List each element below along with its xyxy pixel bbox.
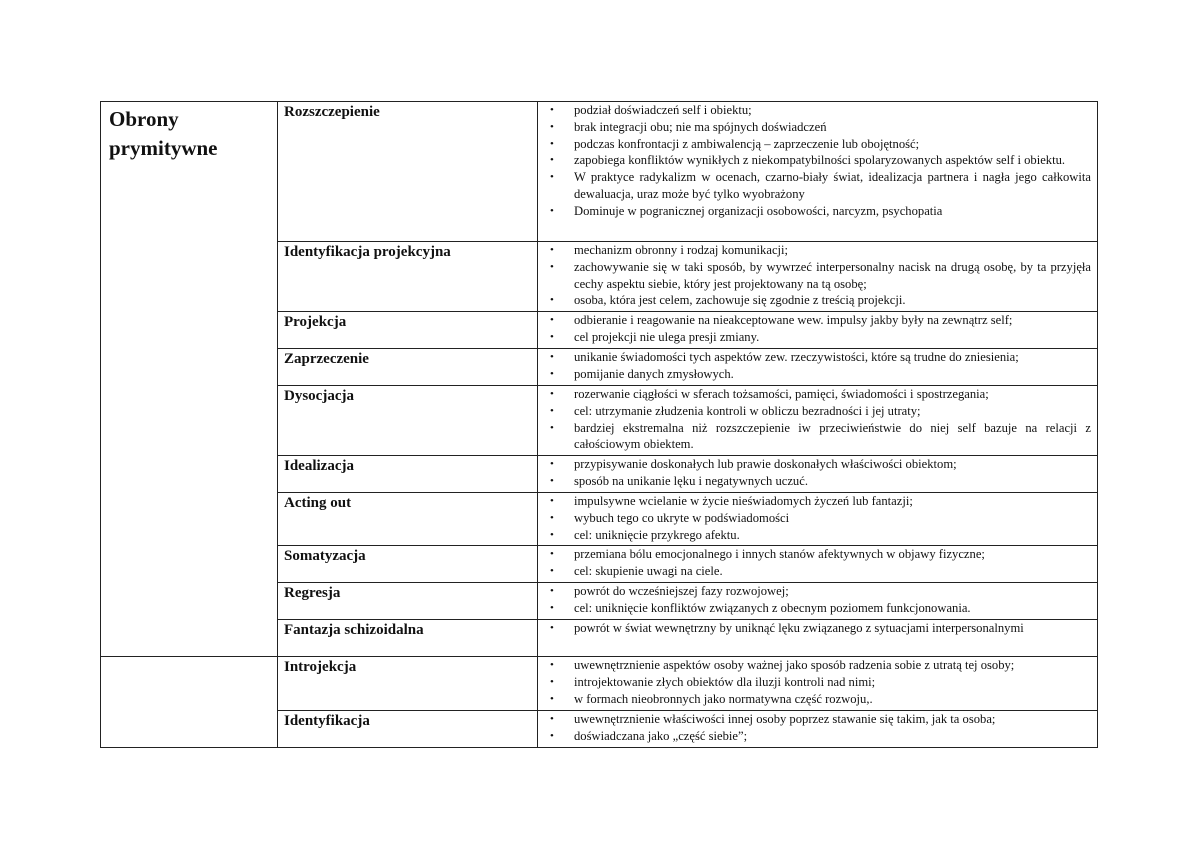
- description-list: [544, 583, 1091, 617]
- mechanism-name: Introjekcja: [284, 659, 357, 675]
- category-title: Obrony prymitywne: [109, 107, 218, 160]
- description-list: [544, 242, 1091, 309]
- description-list: [544, 386, 1091, 453]
- mechanism-name: Identyfikacja: [284, 713, 370, 729]
- list-item: • cel: utrzymanie złudzenia kontroli w obliczu bezradności i jej utraty;: [544, 403, 1091, 420]
- mechanism-name: Zaprzeczenie: [284, 351, 369, 367]
- description-list: [544, 349, 1091, 383]
- mechanism-name: Somatyzacja: [284, 548, 366, 564]
- list-item: • przypisywanie doskonałych lub prawie doskonałych właściwości obiektom;: [544, 456, 1091, 473]
- list-item: • wybuch tego co ukryte w podświadomości: [544, 510, 1091, 527]
- list-item: • powrót w świat wewnętrzny by uniknąć lęku związanego z sytuacjami interpersonalnymi: [544, 620, 1091, 637]
- category-cell: [101, 102, 278, 657]
- list-item: • podział doświadczeń self i obiektu;: [544, 102, 1091, 119]
- list-item: • cel: skupienie uwagi na ciele.: [544, 563, 1091, 580]
- list-item: • cel projekcji nie ulega presji zmiany.: [544, 329, 1091, 346]
- list-item: • rozerwanie ciągłości w sferach tożsamości, pamięci, świadomości i spostrzegania;: [544, 386, 1091, 403]
- mechanism-description-cell: [538, 620, 1098, 657]
- mechanism-name-cell: [278, 711, 538, 748]
- table-row: [101, 657, 1098, 711]
- mechanism-name-cell: [278, 312, 538, 349]
- mechanism-name-cell: [278, 546, 538, 583]
- table-body: [101, 102, 1098, 748]
- description-list: [544, 711, 1091, 745]
- mechanism-description-cell: [538, 349, 1098, 386]
- mechanism-name-cell: [278, 102, 538, 242]
- description-list: [544, 620, 1091, 637]
- list-item: • bardziej ekstremalna niż rozszczepienie iw przeciwieństwie do niej self bazuje na relacji z całościowym obiektem.: [544, 420, 1091, 454]
- list-item: • introjektowanie złych obiektów dla iluzji kontroli nad nimi;: [544, 674, 1091, 691]
- mechanism-name-cell: [278, 349, 538, 386]
- table-row: [101, 102, 1098, 242]
- mechanism-description-cell: [538, 242, 1098, 312]
- list-item: • doświadczana jako „część siebie”;: [544, 728, 1091, 745]
- list-item: • pomijanie danych zmysłowych.: [544, 366, 1091, 383]
- list-item: • podczas konfrontacji z ambiwalencją – zaprzeczenie lub obojętność;: [544, 136, 1091, 153]
- list-item: • Dominuje w pogranicznej organizacji osobowości, narcyzm, psychopatia: [544, 203, 1091, 220]
- mechanism-name: Projekcja: [284, 314, 347, 330]
- table: [100, 101, 1098, 748]
- list-item: • brak integracji obu; nie ma spójnych doświadczeń: [544, 119, 1091, 136]
- mechanism-name-cell: [278, 657, 538, 711]
- mechanism-description-cell: [538, 546, 1098, 583]
- list-item: • powrót do wcześniejszej fazy rozwojowej;: [544, 583, 1091, 600]
- mechanism-description-cell: [538, 711, 1098, 748]
- list-item: • unikanie świadomości tych aspektów zew. rzeczywistości, które są trudne do zniesienia;: [544, 349, 1091, 366]
- mechanism-name: Fantazja schizoidalna: [284, 622, 424, 638]
- list-item: • mechanizm obronny i rodzaj komunikacji;: [544, 242, 1091, 259]
- category-cell: [101, 657, 278, 748]
- list-item: • zachowywanie się w taki sposób, by wywrzeć interpersonalny nacisk na drugą osobę, by ta przyjęła cechy aspektu siebie, który jest projektowany na tą osobę;: [544, 259, 1091, 293]
- mechanism-description-cell: [538, 312, 1098, 349]
- list-item: • cel: uniknięcie konfliktów związanych z obecnym poziomem funkcjonowania.: [544, 600, 1091, 617]
- list-item: • W praktyce radykalizm w ocenach, czarno-biały świat, idealizacja partnera i nagła jego całkowita dewaluacja, uraz może być tylko wyobrażony: [544, 169, 1091, 203]
- list-item: • uwewnętrznienie właściwości innej osoby poprzez stawanie się takim, jak ta osoba;: [544, 711, 1091, 728]
- list-item: • w formach nieobronnych jako normatywna część rozwoju,.: [544, 691, 1091, 708]
- description-list: [544, 312, 1091, 346]
- mechanism-name: Idealizacja: [284, 458, 354, 474]
- list-item: • sposób na unikanie lęku i negatywnych uczuć.: [544, 473, 1091, 490]
- description-list: [544, 102, 1091, 220]
- mechanism-name: Acting out: [284, 495, 352, 511]
- list-item: • osoba, która jest celem, zachowuje się zgodnie z treścią projekcji.: [544, 292, 1091, 309]
- list-item: • zapobiega konfliktów wynikłych z niekompatybilności spolaryzowanych aspektów self i obiektu.: [544, 152, 1091, 169]
- list-item: • cel: uniknięcie przykrego afektu.: [544, 527, 1091, 544]
- list-item: • odbieranie i reagowanie na nieakceptowane wew. impulsy jakby były na zewnątrz self;: [544, 312, 1091, 329]
- mechanism-description-cell: [538, 657, 1098, 711]
- mechanism-name-cell: [278, 386, 538, 456]
- mechanism-name-cell: [278, 242, 538, 312]
- defense-mechanisms-table: [100, 101, 1098, 747]
- mechanism-name-cell: [278, 493, 538, 546]
- list-item: • impulsywne wcielanie w życie nieświadomych życzeń lub fantazji;: [544, 493, 1091, 510]
- mechanism-description-cell: [538, 456, 1098, 493]
- category-title: [101, 657, 277, 663]
- list-item: • przemiana bólu emocjonalnego i innych stanów afektywnych w objawy fizyczne;: [544, 546, 1091, 563]
- mechanism-name-cell: [278, 620, 538, 657]
- description-list: [544, 456, 1091, 490]
- description-list: [544, 493, 1091, 543]
- mechanism-name-cell: [278, 456, 538, 493]
- description-list: [544, 657, 1091, 707]
- mechanism-description-cell: [538, 583, 1098, 620]
- mechanism-name: Dysocjacja: [284, 388, 354, 404]
- description-list: [544, 546, 1091, 580]
- mechanism-name: Identyfikacja projekcyjna: [284, 244, 451, 260]
- mechanism-name: Rozszczepienie: [284, 104, 380, 120]
- mechanism-name-cell: [278, 583, 538, 620]
- mechanism-description-cell: [538, 102, 1098, 242]
- mechanism-description-cell: [538, 493, 1098, 546]
- mechanism-description-cell: [538, 386, 1098, 456]
- mechanism-name: Regresja: [284, 585, 341, 601]
- list-item: • uwewnętrznienie aspektów osoby ważnej jako sposób radzenia sobie z utratą tej osoby;: [544, 657, 1091, 674]
